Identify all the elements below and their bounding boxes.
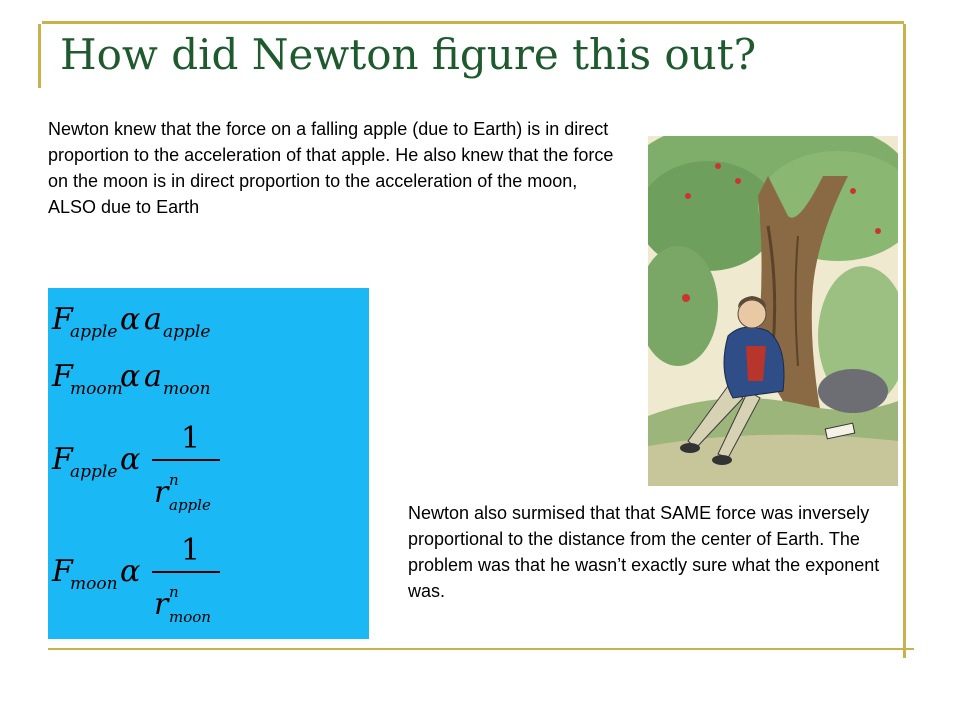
formula-3-lhs-sub: apple (70, 462, 118, 482)
formula-4-rel: α (120, 554, 141, 589)
formula-1-rhs: a (144, 302, 162, 337)
formula-3-denominator: r (154, 475, 169, 510)
formula-1-lhs: F (52, 302, 73, 337)
slide-title: How did Newton figure this out? (60, 30, 757, 79)
formula-3-denominator-sub: apple (169, 496, 211, 514)
newton-apple-tree-illustration-icon (648, 136, 898, 486)
top-accent-rule (42, 21, 904, 24)
formula-force-apple-acceleration (51, 302, 210, 342)
bottom-accent-rule (48, 648, 914, 650)
formula-force-moon-inverse-distance (51, 533, 220, 626)
paragraph-direct-proportion: Newton knew that the force on a falling apple (due to Earth) is in direct proportion to the acceleration of that apple. He also knew that the force on the moon is in direct proportion to the acceleration of the moon, ALSO due to Earth (48, 119, 614, 217)
formula-1-rel: α (120, 302, 141, 337)
formula-4-denominator-sup: n (169, 583, 179, 601)
formula-2-lhs: F (52, 359, 73, 394)
formula-1-rhs-sub: apple (163, 322, 211, 342)
formula-4-numerator: 1 (181, 533, 201, 568)
formula-2-lhs-sub: moom (70, 379, 123, 399)
paragraph-inverse-proportion: Newton also surmised that that SAME force was inversely proportional to the distance from the center of Earth. The problem was that he wasn’t exactly sure what the exponent was. (408, 503, 880, 601)
left-accent-rule (38, 24, 41, 88)
formula-4-lhs-sub: moon (70, 574, 118, 594)
formula-3-denominator-sup: n (169, 471, 179, 489)
formula-2-rhs: a (144, 359, 162, 394)
formula-force-apple-inverse-distance (51, 421, 220, 514)
illustration-svg (648, 136, 898, 486)
formula-4-denominator: r (154, 587, 169, 622)
right-accent-rule (903, 24, 906, 658)
formula-svg (48, 288, 369, 639)
formula-4-lhs: F (52, 554, 73, 589)
formula-2-rhs-sub: moon (163, 379, 211, 399)
formula-3-rel: α (120, 442, 141, 477)
formula-3-numerator: 1 (181, 421, 201, 456)
formula-panel (48, 288, 369, 639)
formula-3-lhs: F (52, 442, 73, 477)
formula-4-denominator-sub: moon (169, 608, 211, 626)
formula-2-rel: α (120, 359, 141, 394)
formula-1-lhs-sub: apple (70, 322, 118, 342)
formula-force-moon-acceleration (51, 359, 211, 399)
